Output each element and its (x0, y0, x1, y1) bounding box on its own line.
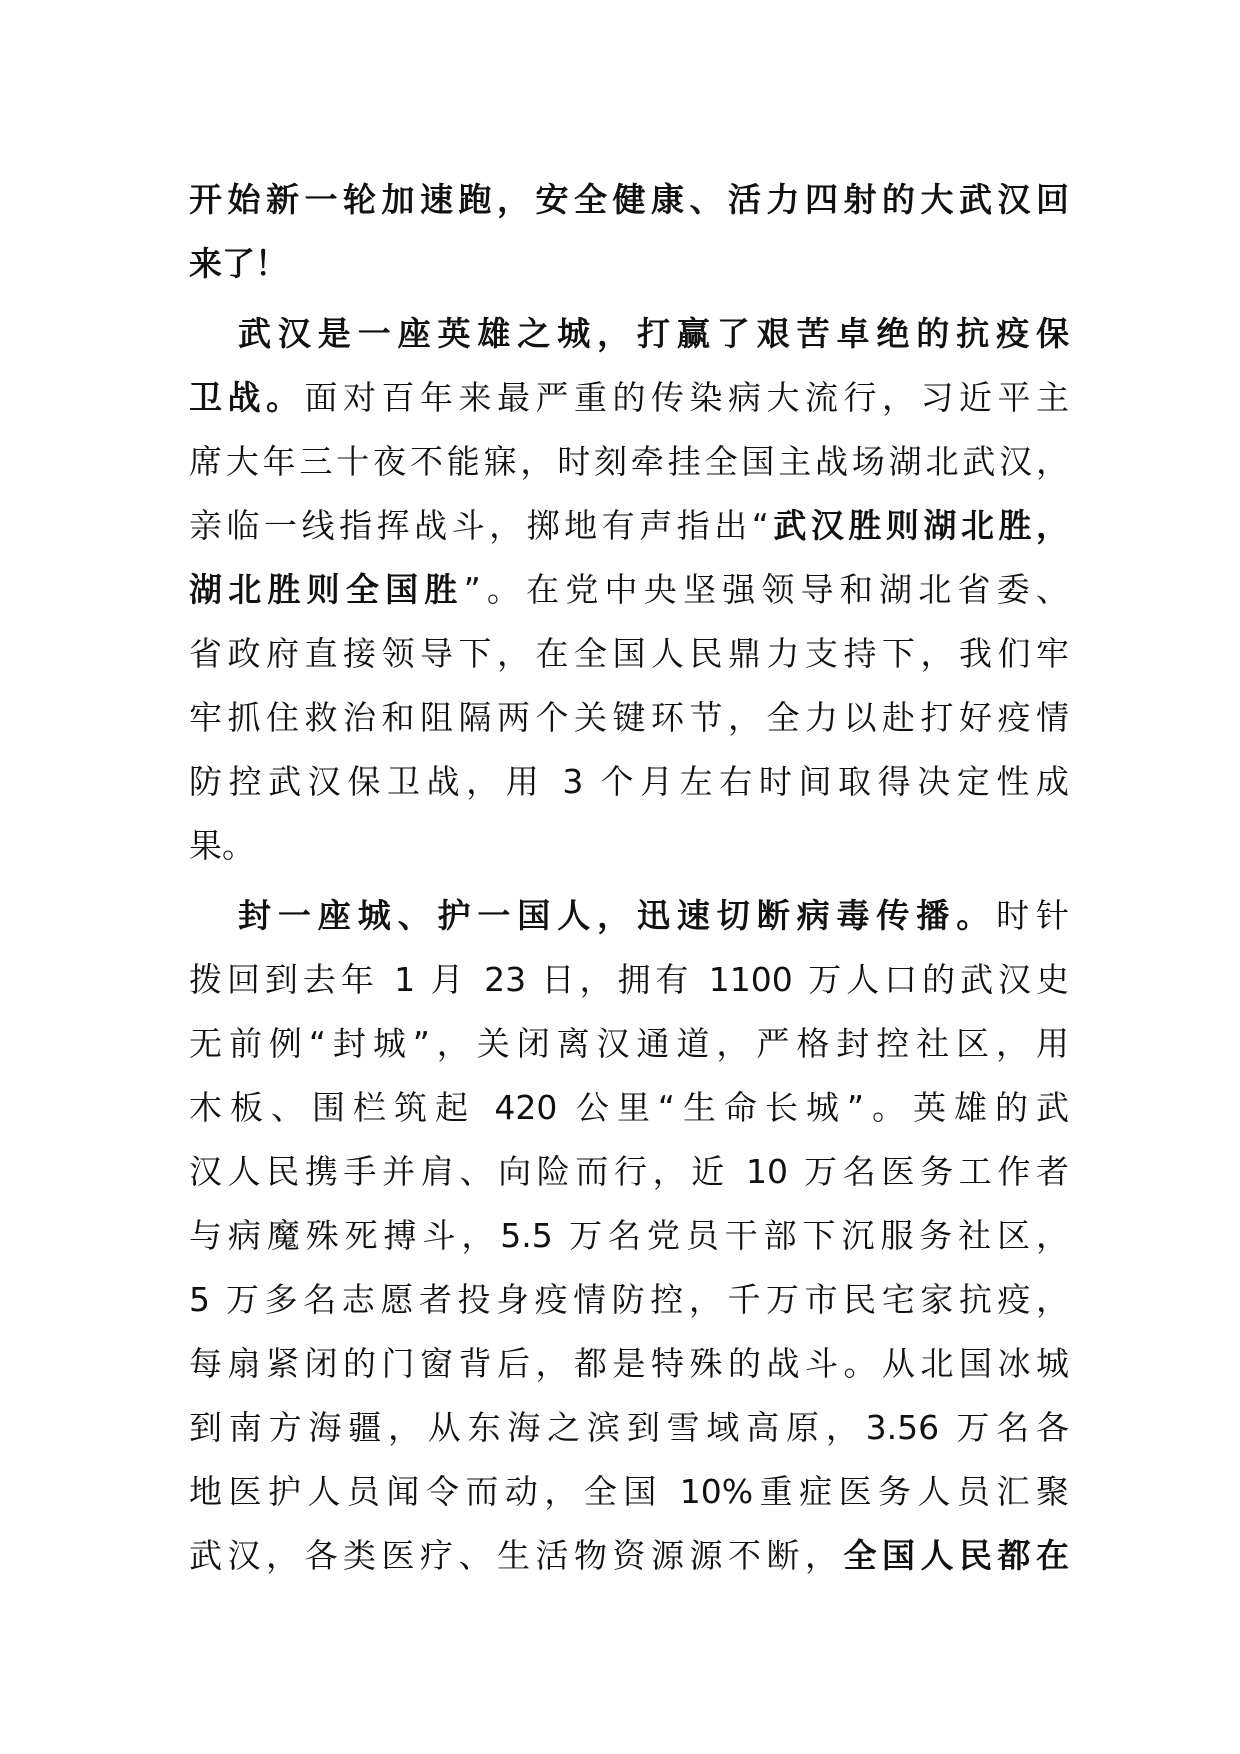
body-text: 木板、围栏筑起 420 公里“生命长城”。英雄的武 (189, 1088, 1069, 1127)
body-text: 果。 (189, 826, 255, 865)
text-line (189, 430, 1069, 494)
text-line (189, 1332, 1069, 1396)
text-line (189, 1396, 1069, 1460)
text-line (189, 1140, 1069, 1204)
body-text: 每扇紧闭的门窗背后，都是特殊的战斗。从北国冰城 (189, 1344, 1069, 1383)
text-line (189, 622, 1069, 686)
paragraph-1 (189, 168, 1069, 296)
bold-text: 开始新一轮加速跑，安全健康、活力四射的大武汉回 (189, 180, 1069, 219)
text-line (189, 366, 1069, 430)
paragraph-2 (189, 302, 1069, 878)
bold-text: 武汉胜则湖北胜， (768, 506, 1069, 545)
text-line (189, 1460, 1069, 1524)
body-text: 无前例“封城”，关闭离汉通道，严格封控社区，用 (189, 1024, 1069, 1063)
body-text: 面对百年来最严重的传染病大流行，习近平主 (304, 378, 1069, 417)
text-line (189, 558, 1069, 622)
bold-text: 湖北胜则全国胜 (189, 570, 464, 609)
text-line (189, 750, 1069, 814)
text-line (189, 232, 1069, 296)
bold-text: 全国人民都在 (843, 1536, 1069, 1575)
body-text: 汉人民携手并肩、向险而行，近 10 万名医务工作者 (189, 1152, 1069, 1191)
bold-text: 封一座城、护一国人，迅速切断病毒传播。 (238, 896, 997, 935)
body-text: 亲临一线指挥战斗，掷地有声指出“ (189, 506, 769, 545)
text-line (189, 814, 1069, 878)
body-text: 拨回到去年 1 月 23 日，拥有 1100 万人口的武汉史 (189, 960, 1069, 999)
text-line (189, 302, 1069, 366)
text-line (189, 686, 1069, 750)
bold-text: 卫战。 (189, 378, 305, 417)
body-text: ”。在党中央坚强领导和湖北省委、 (463, 570, 1069, 609)
body-text: 时针 (996, 896, 1069, 935)
body-text: 地医护人员闻令而动，全国 10%重症医务人员汇聚 (189, 1472, 1069, 1511)
body-text: 省政府直接领导下，在全国人民鼎力支持下，我们牢 (189, 634, 1069, 673)
document-page (189, 168, 1069, 1588)
body-text: 牢抓住救治和阻隔两个关键环节，全力以赴打好疫情 (189, 698, 1069, 737)
text-line (189, 1012, 1069, 1076)
text-line (189, 1076, 1069, 1140)
body-text: 与病魔殊死搏斗，5.5 万名党员干部下沉服务社区， (189, 1216, 1069, 1255)
text-line (189, 1268, 1069, 1332)
text-line (189, 884, 1069, 948)
text-line (189, 1204, 1069, 1268)
text-line (189, 168, 1069, 232)
text-line (189, 1524, 1069, 1588)
text-line (189, 948, 1069, 1012)
bold-text: 来了！ (189, 244, 288, 283)
body-text: 5 万多名志愿者投身疫情防控，千万市民宅家抗疫， (189, 1280, 1069, 1319)
text-line (189, 494, 1069, 558)
body-text: 武汉，各类医疗、生活物资源源不断， (189, 1536, 844, 1575)
body-text: 到南方海疆，从东海之滨到雪域高原，3.56 万名各 (189, 1408, 1069, 1447)
paragraph-3 (189, 884, 1069, 1588)
bold-text: 武汉是一座英雄之城，打赢了艰苦卓绝的抗疫保 (238, 314, 1069, 353)
body-text: 席大年三十夜不能寐，时刻牵挂全国主战场湖北武汉， (189, 442, 1069, 481)
body-text: 防控武汉保卫战，用 3 个月左右时间取得决定性成 (189, 762, 1069, 801)
